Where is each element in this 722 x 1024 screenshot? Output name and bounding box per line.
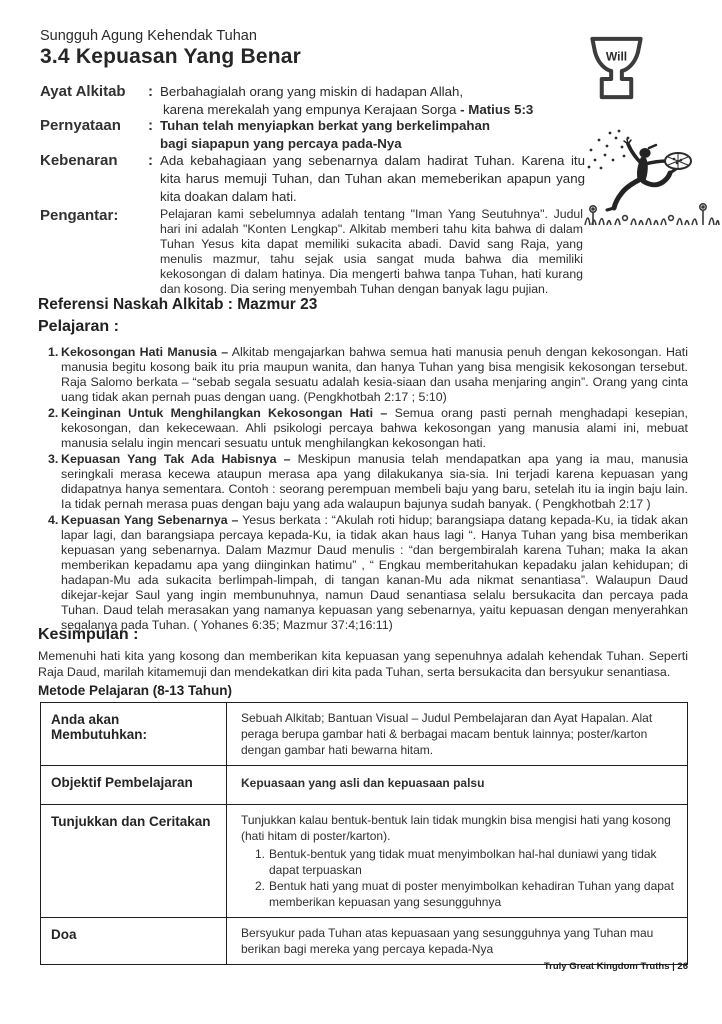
method-table [40,702,688,965]
item-text [61,513,688,633]
list-item [48,345,688,405]
item-number: 4. [48,513,59,527]
row-kebenaran [40,152,585,205]
item-lead: Kepuasan Yang Sebenarnya – [61,513,239,527]
ayat-line2 [160,101,600,119]
item-number: 1. [48,345,59,359]
grass-flowers [585,204,719,225]
lessons-list [48,345,688,634]
ayat-colon: : [148,83,153,100]
item-lead: Keinginan Untuk Menghilangkan Kekosongan Hati – [61,406,388,420]
item-body: Meskipun manusia telah mendapatkan apa yang ia mau, manusia seringkali merasa kecewa ataupun merasa apa yang dilakukanya sia-sia. Ini terjadi karena kepuasan yang didapatnya hanya sementara. Contoh : seorang perempuan membeli baju yang baru, setelah itu ia ingin baju lain. Ia tidak pernah merasa puas dengan baju yang ada walaupun bajunya sudah banyak. ( Pengkhotbah 2:17 ) [61,452,688,511]
table-row [41,765,687,804]
ayat-line1: Berbahagialah orang yang miskin di hadapan Allah, [160,84,464,99]
list-item [48,452,688,512]
item-text: Bentuk-bentuk yang tidak muat menyimbolkan hal-hal duniawi yang tidak dapat terpuaskan [269,847,657,877]
series-title: Sungguh Agung Kehendak Tuhan [40,28,257,44]
table-row [41,703,687,765]
row-content: Kepuasaan yang asli dan kepuasaan palsu [241,776,485,790]
basket [665,153,691,169]
item-text [61,345,688,405]
item-lead: Kepuasan Yang Tak Ada Habisnya – [61,452,291,466]
row-content: Bersyukur pada Tuhan atas kepuasaan yang sesungguhnya yang Tuhan mau berikan bagi mereka yang percaya kepada-Nya [241,926,654,956]
item-number: 2. [48,406,59,420]
row-content [227,805,687,917]
item-text [61,452,688,512]
pengantar-content: Pelajaran kami sebelumnya adalah tentang "Iman Yang Seutuhnya". Judul hari ini adalah "Konten Lengkap". Alkitab memberi tahu kita bahwa di dalam Tuhan Yesus kita dapat memiliki sukacita abadi. David sang Raja, yang menulis mazmur, tahu sejak usia sangat muda bahwa dia memiliki kekosongan di dalam hatinya. Dia mengerti bahwa tanpa Tuhan, hati kurang dan kosong. Dia sering menyembah Tuhan dengan banyak lagu pujian. [160,207,583,296]
kebenaran-content: Ada kebahagiaan yang sebenarnya dalam hadirat Tuhan. Karena itu kita harus memuji Tuhan, dan Tuhan akan memeberikan apapun yang kita doakan dalam hati. [160,153,585,204]
sower-illustration [579,124,721,230]
row-label: Objektif Pembelajaran [41,766,227,804]
table-row [41,917,687,964]
runner-figure [607,139,676,210]
row-label: Anda akan Membutuhkan: [41,703,227,765]
kebenaran-colon: : [148,152,153,169]
row-label: Doa [41,918,227,964]
trophy-label: Will [605,49,628,64]
lessons-heading: Pelajaran : [38,318,119,335]
item-body: Semua orang pasti pernah menghadapi kesepian, kekosongan, dan kekecewaan. Ahli psikologi percaya bahwa kekosongan yang manusia alami ini, mebuat manusia selalu ingin mencari sesuatu untuk menghilangkan kekosongan hati. [61,406,688,450]
reference-heading: Referensi Naskah Alkitab : Mazmur 23 [38,296,318,313]
pernyataan-line1: Tuhan telah menyiapkan berkat yang berkelimpahan [160,118,491,133]
kebenaran-label: Kebenaran [40,152,118,169]
item-number: 1. [255,847,266,861]
item-text: Bentuk hati yang muat di poster menyimbolkan kehadiran Tuhan yang dapat memberikan kepuasan yang sesungguhnya [269,879,674,909]
item-body: Yesus berkata : “Akulah roti hidup; barangsiapa datang kepada-Ku, ia tidak akan lapar lagi, dan barangsiapa percaya kepada-Ku, ia tidak akan haus lagi “. Hanya Tuhan yang bisa memberikan kepuasan yang sebenarnya. Dalam Mazmur Daud menulis : “dan bergembiralah karena Tuhan; maka Ia akan memberikan kepadamu apa yang diinginkan hatimu” , “ Engkau memberitahukan kepadaku jalan kehidupan; di hadapan-Mu ada sukacita berlimpah-limpah, di tangan kanan-Mu ada nikmat senantiasa”. Walaupun Daud dikejar-kejar Saul yang ingin membunuhnya, namun Daud senantiasa selalu bersukacita dan percaya pada Tuhan. Daud telah merasakan yang namanya kepuasan yang sebenarnya, yaitu kepuasan dengan menyerahkan segalanya pada Tuhan. ( Yohanes 6:35; Mazmur 37:4;16:11) [61,513,689,632]
pernyataan-line2: bagi siapapun yang percaya pada-Nya [160,135,402,151]
method-heading: Metode Pelajaran (8-13 Tahun) [38,683,233,698]
ayat-reference: - Matius 5:3 [460,101,534,117]
item-text [61,406,688,451]
ayat-line2-text: karena merekalah yang empunya Kerajaan Sorga [163,101,461,117]
list-item [48,513,688,633]
row-ayat-alkitab [40,83,600,118]
row-pengantar [40,207,585,297]
ayat-content [160,83,600,118]
conclusion-heading: Kesimpulan : [38,626,139,643]
row-content: Sebuah Alkitab; Bantuan Visual – Judul Pembelajaran dan Ayat Hapalan. Alat peraga berupa gambar hati & berbagai macam bentuk lainnya; poster/karton dengan gambar hati bewarna hitam. [241,711,653,757]
page-footer: Truly Great Kingdom Truths | 26 [543,961,688,972]
item-number: 2. [255,879,266,893]
row-content-intro: Tunjukkan kalau bentuk-bentuk lain tidak mungkin bisa mengisi hati yang kosong (hati hitam di poster/karton). [241,813,671,843]
ayat-label: Ayat Alkitab [40,83,126,100]
item-number: 3. [48,452,59,466]
pernyataan-content [160,117,600,152]
pernyataan-label: Pernyataan [40,117,121,134]
page-header [40,28,301,69]
pernyataan-colon: : [148,117,153,134]
item-lead: Kekosongan Hati Manusia – [61,345,229,359]
conclusion-text: Memenuhi hati kita yang kosong dan memberikan kita kepuasan yang sepenuhnya adalah kehendak Tuhan. Seperti Raja Daud, marilah kitamemuji dan mendekatkan diri kita pada Tuhan, serta bersukacita dan bersyukur senantiasa. [38,649,688,679]
list-item [255,846,677,878]
table-row [41,804,687,917]
row-label: Tunjukkan dan Ceritakan [41,805,227,917]
list-item [255,878,677,910]
row-content-list [255,846,677,910]
row-pernyataan [40,117,600,152]
item-body: Alkitab mengajarkan bahwa semua hati manusia penuh dengan kekosongan. Hati manusia begitu kosong baik itu pria maupun wanita, dan hanya Tuhan yang bisa mengisik kekosongan tersebut. Raja Salomo berkata – “sebab segala sesuatu adalah kesia-siaan dan usaha menjaring angin”. Orang yang cinta uang tidak akan pernah puas dengan uang. (Pengkhotbah 2:17 ; 5:10) [61,345,688,404]
list-item [48,406,688,451]
page-title: 3.4 Kepuasan Yang Benar [40,45,301,68]
pengantar-label: Pengantar: [40,207,119,224]
